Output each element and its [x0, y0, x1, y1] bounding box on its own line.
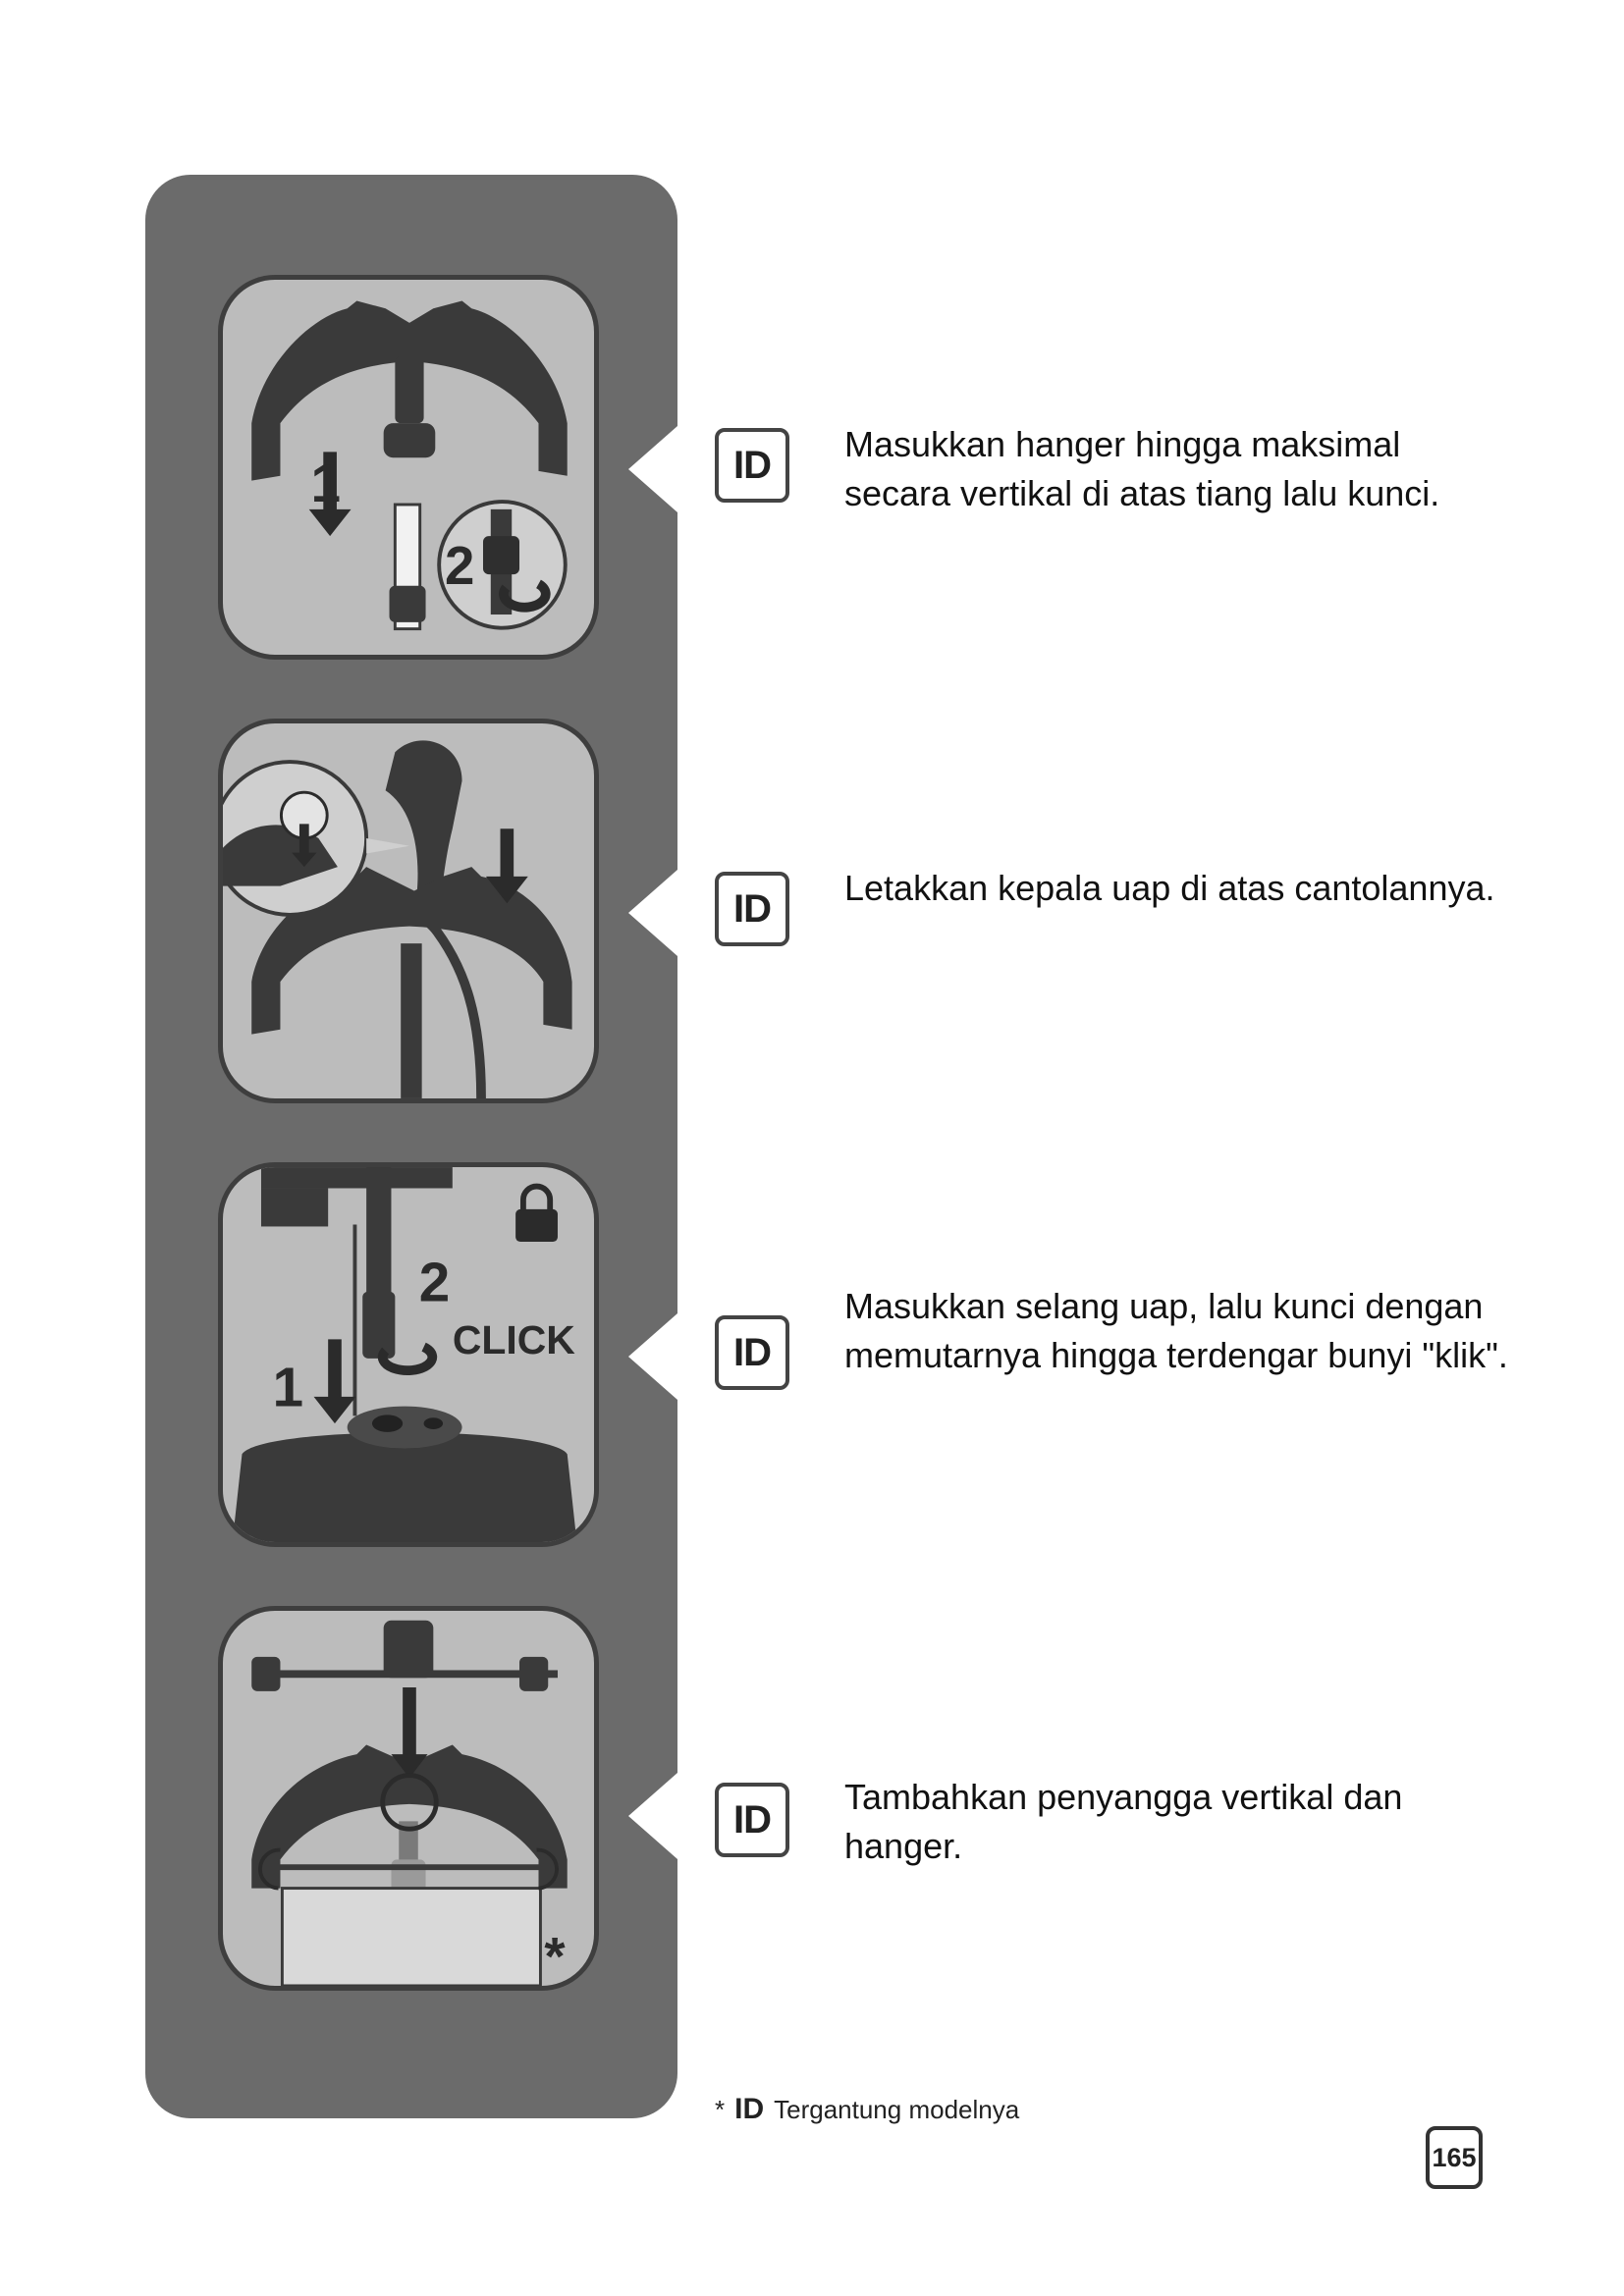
language-badge: ID [715, 1315, 789, 1390]
step-3-text: Masukkan selang uap, lalu kunci dengan memutarnya hingga terdengar bunyi "klik". [844, 1286, 1508, 1375]
step-4-text: Tambahkan penyangga vertikal dan hanger. [844, 1777, 1403, 1866]
step3-label-click: CLICK [452, 1317, 575, 1363]
panel-pointer-1 [628, 426, 677, 512]
panel-pointer-2 [628, 870, 677, 956]
step3-label-2: 2 [418, 1251, 451, 1313]
illustration-support-and-hanger [218, 1606, 599, 1991]
panel-pointer-3 [628, 1313, 677, 1400]
step4-asterisk: * [544, 1926, 566, 1986]
illustration-insert-lock-hose [218, 1162, 599, 1547]
footnote-text: Tergantung modelnya [774, 2094, 1020, 2124]
language-badge: ID [715, 872, 789, 946]
footnote [715, 2093, 1019, 2126]
language-badge: ID [715, 428, 789, 503]
step-2-text: Letakkan kepala uap di atas cantolannya. [844, 868, 1495, 908]
illustration-hanger-onto-pole [218, 275, 599, 660]
footnote-symbol: * [715, 2094, 726, 2124]
step-1-text: Masukkan hanger hingga maksimal secara vertikal di atas tiang lalu kunci. [844, 424, 1440, 513]
panel-pointer-4 [628, 1773, 677, 1859]
illustration-steam-head-on-hook [218, 719, 599, 1103]
step1-label-2: 2 [445, 535, 475, 596]
language-badge: ID [715, 1783, 789, 1857]
step1-label-1: 1 [310, 454, 341, 514]
footnote-lang-code: ID [734, 2093, 765, 2125]
page-number: 165 [1426, 2126, 1483, 2189]
step3-label-1: 1 [272, 1356, 304, 1418]
